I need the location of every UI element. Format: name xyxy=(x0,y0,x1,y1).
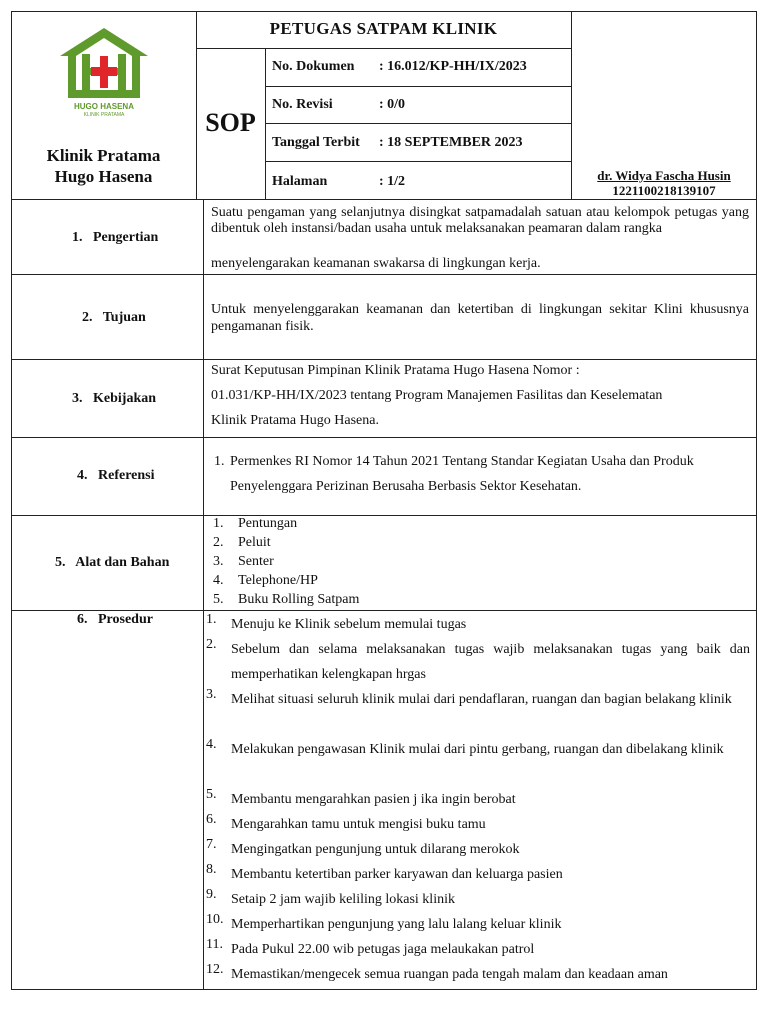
procedure-step xyxy=(206,837,750,862)
logo-text: HUGO HASENA xyxy=(73,102,134,111)
section-label-tujuan: 2. Tujuan xyxy=(82,310,146,325)
step-text: Sebelum dan selama melaksanakan tugas wajib melaksanakan tugas yang baik dan memperhatikan kelengkapan hrgas xyxy=(231,642,750,682)
clinic-name-line2: Hugo Hasena xyxy=(54,167,153,186)
procedure-step xyxy=(206,612,750,637)
section-label-pengertian: 1. Pengertian xyxy=(72,230,159,245)
list-text: Peluit xyxy=(238,535,271,550)
list-item xyxy=(213,535,413,553)
step-text: Melihat situasi seluruh klinik mulai dari pendaflaran, ruangan dan bagian belakang klinik xyxy=(231,692,732,707)
procedure-step xyxy=(206,637,750,687)
step-number: 6. xyxy=(206,812,217,827)
signer-id: 1221100218139107 xyxy=(612,183,716,198)
step-number: 9. xyxy=(206,887,217,902)
procedure-step xyxy=(206,812,750,837)
step-text: Pada Pukul 22.00 wib petugas jaga melaukakan patrol xyxy=(231,942,535,957)
step-number: 1. xyxy=(206,612,217,627)
divider xyxy=(196,11,197,199)
signer-name: dr. Widya Fascha Husin xyxy=(597,168,731,183)
list-number: 2. xyxy=(213,535,224,550)
field-no-dokumen-label: No. Dokumen xyxy=(272,59,355,74)
procedure-step xyxy=(206,937,750,962)
step-text: Membantu mengarahkan pasien j ika ingin berobat xyxy=(231,792,516,807)
field-no-revisi-label: No. Revisi xyxy=(272,97,333,112)
sop-label: SOP xyxy=(205,108,256,137)
divider xyxy=(11,610,757,611)
step-text: Menuju ke Klinik sebelum memulai tugas xyxy=(231,617,467,632)
field-tanggal-terbit-value: : 18 SEPTEMBER 2023 xyxy=(379,135,523,150)
field-halaman-label: Halaman xyxy=(272,174,328,189)
referensi-line-2: Penyelenggara Perizinan Berusaha Berbasis Sektor Kesehatan. xyxy=(230,479,582,494)
field-halaman-value: : 1/2 xyxy=(379,174,406,189)
divider xyxy=(11,199,757,200)
step-text: Setaip 2 jam wajib keliling lokasi klinik xyxy=(231,892,455,907)
procedure-step xyxy=(206,962,750,987)
procedure-step xyxy=(206,787,750,812)
clinic-logo xyxy=(58,26,150,122)
procedure-step xyxy=(206,737,750,787)
divider xyxy=(203,199,204,990)
logo-subtext: KLINIK PRATAMA xyxy=(83,112,125,118)
section-label-kebijakan: 3. Kebijakan xyxy=(72,391,157,406)
procedure-step xyxy=(206,687,750,737)
pengertian-text-line2: menyelengarakan keamanan swakarsa di lingkungan kerja. xyxy=(211,256,541,271)
section-label-alat-dan-bahan: 5. Alat dan Bahan xyxy=(55,555,170,570)
procedure-step xyxy=(206,887,750,912)
tujuan-text: Untuk menyelenggarakan keamanan dan ketertiban di lingkungan sekitar Klini khususnya pengamanan fisik. xyxy=(211,302,749,334)
list-item xyxy=(213,554,413,572)
divider xyxy=(265,86,572,87)
section-label-referensi: 4. Referensi xyxy=(77,468,155,483)
list-number: 5. xyxy=(213,592,224,607)
step-text: Membantu ketertiban parker karyawan dan keluarga pasien xyxy=(231,867,563,882)
step-text: Memastikan/mengecek semua ruangan pada tengah malam dan keadaan aman xyxy=(231,967,668,982)
step-text: Melakukan pengawasan Klinik mulai dari pintu gerbang, ruangan dan dibelakang klinik xyxy=(231,742,724,757)
list-text: Buku Rolling Satpam xyxy=(238,592,360,607)
step-text: Memperhartikan pengunjung yang lalu lalang keluar klinik xyxy=(231,917,562,932)
section-label-prosedur: 6. Prosedur xyxy=(77,612,153,627)
field-tanggal-terbit-label: Tanggal Terbit xyxy=(272,135,360,150)
step-number: 8. xyxy=(206,862,217,877)
step-number: 7. xyxy=(206,837,217,852)
step-number: 5. xyxy=(206,787,217,802)
list-item xyxy=(213,516,413,534)
divider xyxy=(11,359,757,360)
divider xyxy=(265,161,572,162)
list-item xyxy=(213,592,413,610)
pengertian-text: Suatu pengaman yang selanjutnya disingkat satpamadalah satuan atau kelompok petugas yang dibentuk oleh instansi/badan usaha untuk melaksanakan peamaran dalam rangka xyxy=(211,205,749,236)
divider xyxy=(265,123,572,124)
document-title: PETUGAS SATPAM KLINIK xyxy=(269,19,498,38)
list-number: 3. xyxy=(213,554,224,569)
list-item xyxy=(213,573,413,591)
clinic-name-line1: Klinik Pratama xyxy=(46,146,161,165)
list-number: 1. xyxy=(213,516,224,531)
list-text: Pentungan xyxy=(238,516,298,531)
list-number: 4. xyxy=(213,573,224,588)
step-number: 4. xyxy=(206,737,217,752)
step-number: 12. xyxy=(206,962,224,977)
list-text: Senter xyxy=(238,554,274,569)
step-number: 3. xyxy=(206,687,217,702)
step-number: 10. xyxy=(206,912,224,927)
list-text: Telephone/HP xyxy=(238,573,318,588)
procedure-step xyxy=(206,862,750,887)
kebijakan-line-1: Surat Keputusan Pimpinan Klinik Pratama Hugo Hasena Nomor : xyxy=(211,363,580,378)
kebijakan-line-2: 01.031/KP-HH/IX/2023 tentang Program Manajemen Fasilitas dan Keselematan xyxy=(211,388,663,403)
step-text: Mengarahkan tamu untuk mengisi buku tamu xyxy=(231,817,486,832)
divider xyxy=(196,48,572,49)
procedure-step xyxy=(206,912,750,937)
referensi-line-1: Permenkes RI Nomor 14 Tahun 2021 Tentang Standar Kegiatan Usaha dan Produk xyxy=(230,454,694,469)
divider xyxy=(11,437,757,438)
referensi-number: 1. xyxy=(214,454,225,469)
kebijakan-line-3: Klinik Pratama Hugo Hasena. xyxy=(211,413,379,428)
step-number: 11. xyxy=(206,937,223,952)
divider xyxy=(11,274,757,275)
field-no-revisi-value: : 0/0 xyxy=(379,97,406,112)
step-text: Mengingatkan pengunjung untuk dilarang merokok xyxy=(231,842,520,857)
step-number: 2. xyxy=(206,637,217,652)
field-no-dokumen-value: : 16.012/KP-HH/IX/2023 xyxy=(379,59,527,74)
